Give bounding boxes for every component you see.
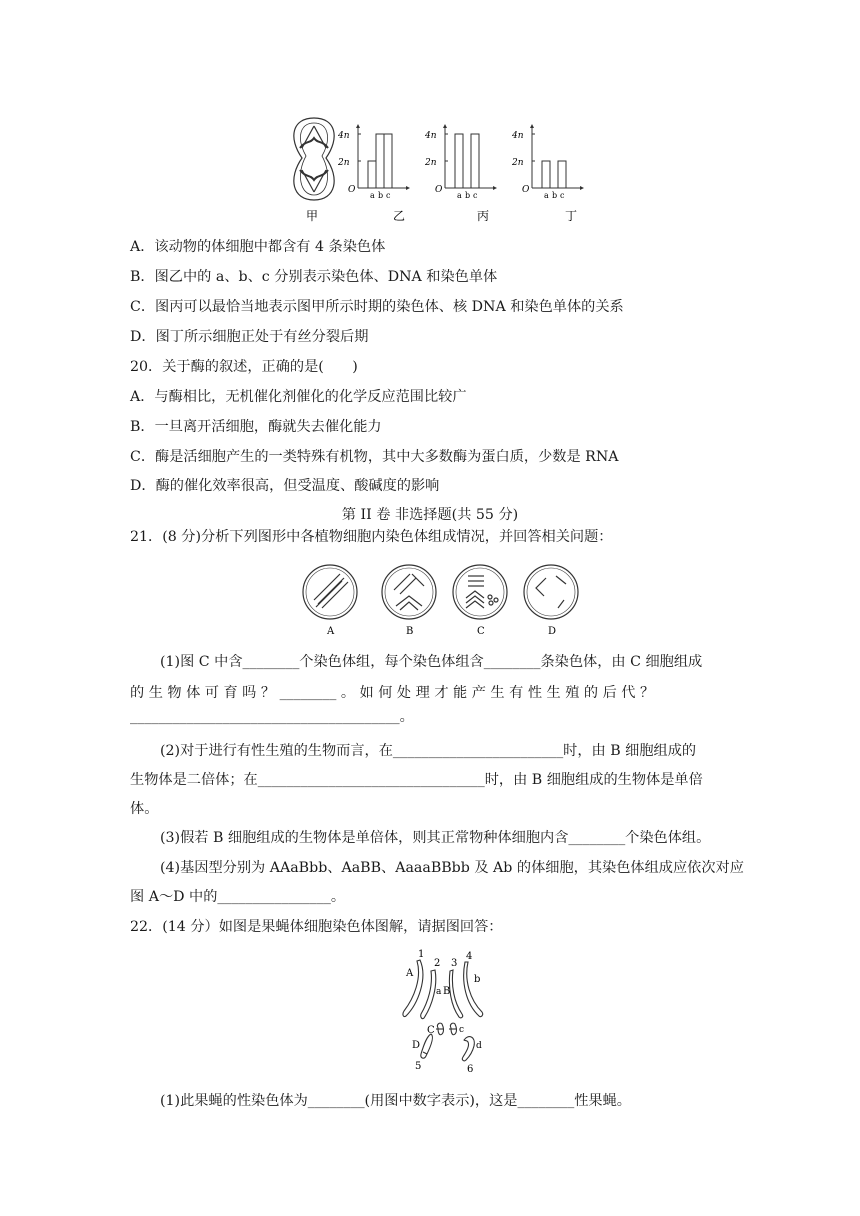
bar-c [384,134,392,188]
q19-option-d: D．图丁所示细胞正处于有丝分裂后期 [130,329,369,345]
q20-stem: 20．关于酶的叙述，正确的是( ) [130,359,358,375]
cell-label-b: B [406,626,414,637]
label-bing: 丙 [477,209,490,223]
x-tick-label-a: a [544,191,549,200]
bar-b [376,134,384,188]
figure-q19 [280,108,600,226]
q20-option-c: C．酶是活细胞产生的一类特殊有机物，其中大多数酶为蛋白质，少数是 RNA [130,449,619,465]
y-tick-label: 2n [512,158,524,168]
gene-label-d: d [476,1041,482,1051]
q20-option-a: A．与酶相比，无机催化剂催化的化学反应范围比较广 [130,389,467,405]
q21-p2-line3: 体。 [130,801,159,817]
label-jia: 甲 [306,209,319,223]
q19-option-a: A．该动物的体细胞中都含有 4 条染色体 [130,239,386,255]
y-tick-label: 4n [512,131,524,141]
chromosome-label-1: 1 [418,949,425,960]
q22-p1: (1)此果蝇的性染色体为________(用图中数字表示)，这是________性果蝇。 [160,1093,631,1109]
y-tick-label: 2n [338,158,350,168]
chromosome-label-5: 5 [415,1061,422,1072]
gene-label-c: c [459,1025,465,1035]
q21-stem: 21．(8 分)分析下列图形中各植物细胞内染色体组成情况，并回答相关问题： [130,529,613,545]
chromosome-label-2: 2 [434,958,441,969]
chromosome-label-6: 6 [467,1064,474,1075]
gene-label-C: C [427,1025,435,1036]
q20-option-b: B．一旦离开活细胞，酶就失去催化能力 [130,419,382,435]
cell-d-diagram [524,565,578,619]
chromosome-5 [421,1034,433,1058]
gene-label-b: b [474,974,481,985]
gene-label-B: B [443,986,451,997]
q21-p2-line2: 生物体是二倍体；在________________________________时，由 B 细胞组成的生物体是单倍 [130,772,703,788]
q22-stem: 22．(14 分）如图是果蝇体细胞染色体图解，请据图回答： [130,919,503,935]
x-tick-label-b: b [465,191,471,200]
q21-p4-line1: (4)基因型分别为 AAaBbb、AaBB、AaaaBBbb 及 Ab 的体细胞，其染色体组成应依次对应 [160,860,744,876]
chromosome-label-4: 4 [466,951,473,962]
q19-option-c: C．图丙可以最恰当地表示图甲所示时期的染色体、核 DNA 和染色单体的关系 [130,299,624,315]
bar-a [368,161,376,188]
q21-p1-line2: 的 生 物 体 可 育 吗 ？ ________ 。 如 何 处 理 才 能 产 生 有 性 生 殖 的 后 代 ？ [130,685,655,701]
origin-label: O [435,185,443,195]
cell-b-diagram [382,565,436,619]
x-tick-label-c: c [386,191,391,200]
y-tick-label: 4n [338,131,350,141]
q21-p3: (3)假若 B 细胞组成的生物体是单倍体，则其正常物种体细胞内含________个染色体组。 [160,830,711,846]
label-ding: 丁 [565,209,578,223]
y-tick-label: 4n [425,131,437,141]
cell-label-a: A [327,626,335,637]
bar-a [542,161,550,188]
q21-p4-line2: 图 A～D 中的________________。 [130,889,346,905]
x-tick-label-a: a [370,191,375,200]
origin-label: O [522,185,530,195]
q19-option-b: B．图乙中的 a、b、c 分别表示染色体、DNA 和染色单体 [130,269,498,285]
x-tick-label-b: b [552,191,558,200]
bar-c [558,161,566,188]
chromosome-label-3: 3 [451,958,458,969]
bar-c [471,134,479,188]
q21-p1-line3: ______________________________________。 [130,709,414,725]
x-tick-label-c: c [473,191,478,200]
gene-label-a: a [436,987,442,997]
chromosome-4 [464,962,483,1017]
chromosome-3 [449,970,462,1018]
bar-a [455,134,463,188]
cell-c-diagram [453,565,507,619]
chart-axes [530,124,584,190]
x-tick-label-c: c [560,191,565,200]
chart-axes [443,124,497,190]
cell-jia-diagram [294,118,334,200]
figure-q21-cells [300,560,580,642]
gene-label-A: A [406,968,414,979]
x-tick-label-b: b [378,191,384,200]
cell-a-diagram [303,565,357,619]
gene-label-D: D [412,1040,421,1051]
cell-label-d: D [548,626,557,637]
q20-option-d: D．酶的催化效率很高，但受温度、酸碱度的影响 [130,478,440,494]
section-title: 第 II 卷 非选择题(共 55 分) [341,507,519,523]
q21-p2-line1: (2)对于进行有性生殖的生物而言，在________________________时，由 B 细胞组成的 [160,743,697,759]
y-tick-label: 2n [425,158,437,168]
chromosome-6 [462,1037,474,1061]
q21-p1-line1: (1)图 C 中含________个染色体组，每个染色体组含________条染色体，由 C 细胞组成 [160,654,703,670]
origin-label: O [348,185,356,195]
label-yi: 乙 [393,209,406,223]
cell-label-c: C [477,626,485,637]
figure-q22-chromosomes [398,948,498,1076]
x-tick-label-a: a [457,191,462,200]
